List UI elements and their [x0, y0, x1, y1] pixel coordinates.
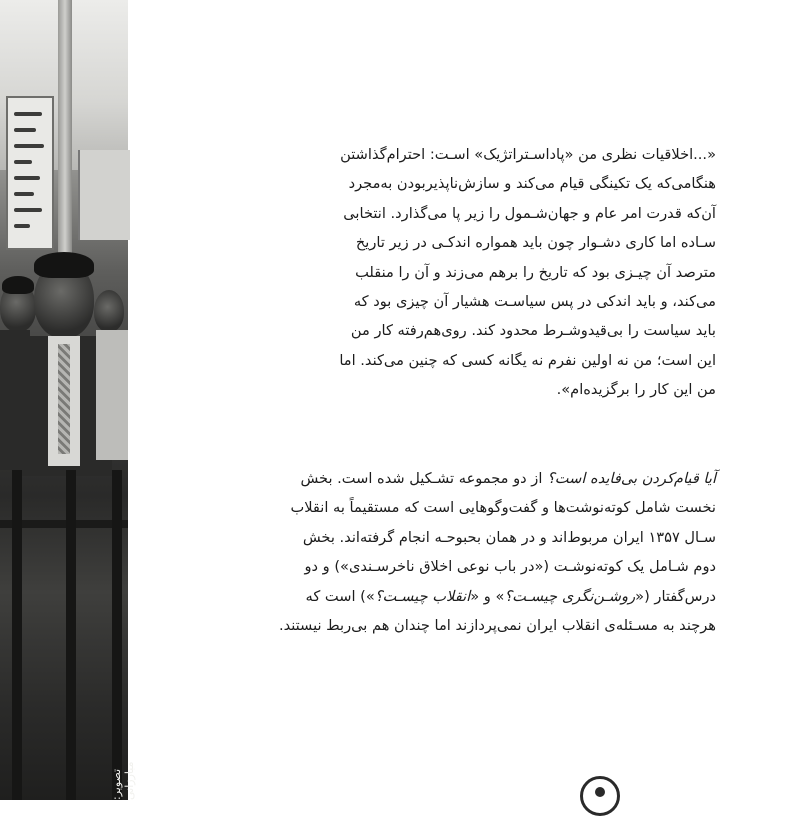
- cover-photo-strip: [0, 0, 136, 800]
- description-line: سـال ۱۳۵۷ ایران مربوط‌اند و در همان بحبوحـه انجام گرفته‌اند. بخش: [302, 528, 716, 546]
- description-line: درس‌گفتار («روشـن‌نگری چیسـت؟» و «انقلاب چیسـت؟») است که: [305, 587, 716, 605]
- quote-line: مترصد آن چیـزی بود که تاریخ را برهم می‌زند و آن را منقلب: [355, 263, 716, 281]
- quote-line: من این کار را برگزیده‌ام».: [556, 381, 716, 399]
- publisher-logo-icon: [580, 776, 620, 816]
- man-hair-image: [34, 252, 94, 278]
- man-tie-image: [58, 344, 70, 454]
- quote-line: «...اخلاقیات نظری من «پاداسـتراتژیک» اسـت: احترام‌گذاشتن: [340, 146, 716, 163]
- description-line: هرچند به مسـئله‌ی انقلاب ایران نمی‌پردازند اما چندان هم بی‌ربط نیستند.: [278, 617, 716, 635]
- quote-line: این است؛ من نه اولین نفرم نه یگانه کسی که چنین می‌کند. اما: [339, 351, 716, 369]
- railing-post-image: [12, 470, 22, 800]
- quote-line: آن‌که قدرت امر عام و جهان‌شـمول را زیر پا می‌گذارد. انتخابی: [343, 204, 716, 222]
- description-line: دوم شـامل یک کوته‌نوشـت («در باب نوعی اخلاق ناخرسـندی») و دو: [304, 558, 716, 576]
- quote-line: باید سیاست را بی‌قیدوشـرط محدود کند. روی‌هم‌رفته کار من: [350, 322, 716, 340]
- description-line: آیا قیام‌کردن بی‌فایده است؟ از دو مجموعه تشـکیل شده است. بخش: [300, 470, 716, 487]
- crowd-person-hair: [2, 276, 34, 294]
- description-line: نخست شامل کوته‌نوشت‌ها و گفت‌وگوهایی است که مستقیماً به انقلاب: [290, 499, 716, 517]
- quote-line: هنگامی‌که یک تکینگی قیام می‌کند و سازش‌ناپذیربودن به‌مجرد: [348, 175, 716, 193]
- protest-sign-image: [6, 96, 54, 250]
- photo-credit: تصویر: مبارزانی: [110, 761, 136, 800]
- crowd-person-head: [94, 290, 124, 332]
- lecture-title: روشـن‌نگری چیسـت؟: [504, 587, 636, 605]
- book-description: [180, 464, 716, 640]
- quote-line: می‌کند، و باید اندکی در پس سیاسـت هشیار آن چیزی بود که: [353, 293, 716, 311]
- lecture-title: انقلاب چیسـت؟: [374, 587, 471, 605]
- foucault-quote: [180, 140, 716, 405]
- railing-post-image: [66, 470, 76, 800]
- protest-banner-image: [78, 150, 130, 240]
- book-title: آیا قیام‌کردن بی‌فایده است؟: [547, 470, 716, 487]
- crowd-person-body: [96, 330, 128, 460]
- quote-line: سـاده اما کاری دشـوار چون باید همواره اندکـی در زیر تاریخ: [355, 234, 716, 252]
